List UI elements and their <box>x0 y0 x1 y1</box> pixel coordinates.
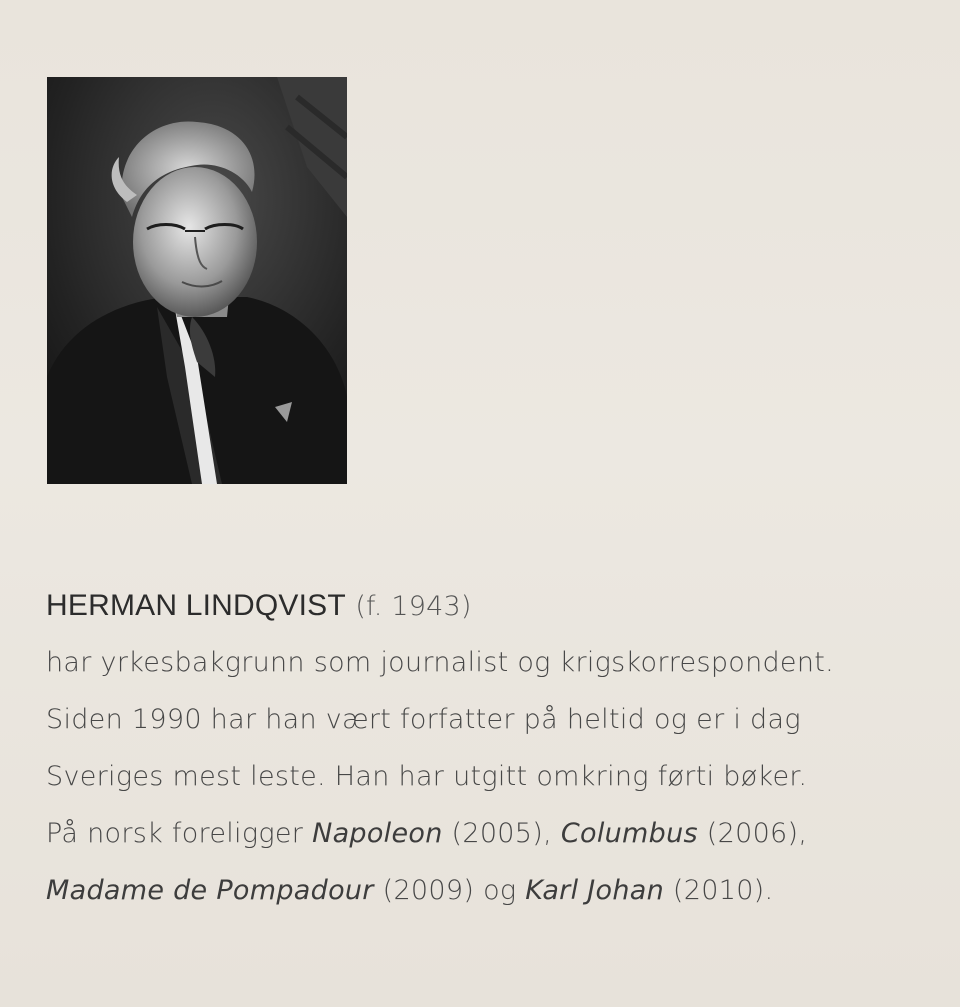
author-heading <box>46 578 926 634</box>
bio-line-1: har yrkesbakgrunn som journalist og krigskorrespondent. <box>46 647 835 678</box>
book-title-columbus: Columbus <box>560 818 698 849</box>
author-name: HERMAN LINDQVIST <box>46 589 346 622</box>
bio-line-5 <box>46 862 926 919</box>
book-title-napoleon: Napoleon <box>312 818 443 849</box>
bio-line-2: Siden 1990 har han vært forfatter på heltid og er i dag <box>46 704 801 735</box>
bio-line-4-prefix: På norsk foreligger <box>46 818 304 849</box>
book-title-karl-johan: Karl Johan <box>525 875 665 906</box>
portrait-icon <box>47 77 347 484</box>
book-year-columbus: (2006), <box>706 818 808 849</box>
book-year-napoleon: (2005), <box>451 818 552 849</box>
book-year-karl-johan: (2010). <box>672 875 774 906</box>
bio-line-4 <box>46 805 926 862</box>
bio-line-3: Sveriges mest leste. Han har utgitt omkring førti bøker. <box>46 761 808 792</box>
book-year-madame-de-pompadour: (2009) og <box>382 875 517 906</box>
book-title-madame-de-pompadour: Madame de Pompadour <box>46 875 374 906</box>
author-portrait-photo <box>47 77 347 484</box>
author-bio <box>46 578 926 919</box>
author-birth-year: (f. 1943) <box>355 591 472 622</box>
